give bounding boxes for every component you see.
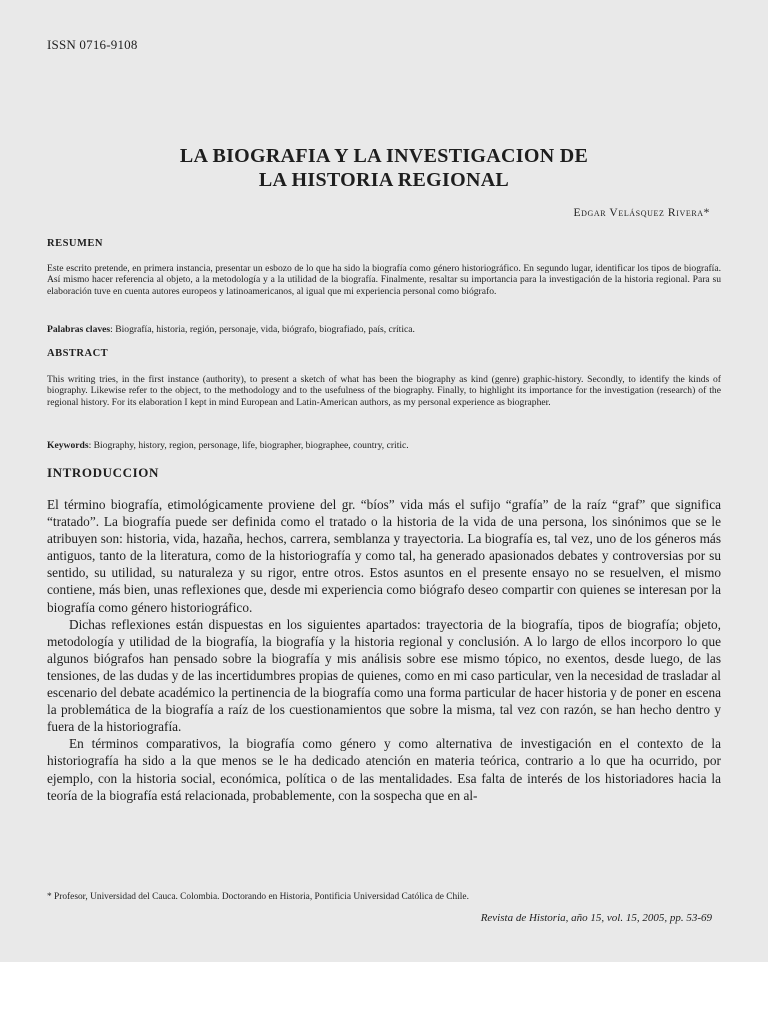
journal-citation: Revista de Historia, año 15, vol. 15, 2005, pp. 53-69 [480, 912, 712, 924]
resumen-keywords-list: : Biografía, historia, región, personaje, vida, biógrafo, biografiado, país, crítica. [110, 324, 415, 335]
resumen-keywords [47, 324, 721, 335]
body-paragraph-2: Dichas reflexiones están dispuestas en los siguientes apartados: trayectoria de la biografía, tipos de biografía; objeto, metodología y utilidad de la biografía, la biografía y la historia regional y conclusión. A lo largo de ellos incorporo lo que algunos biógrafos han pensado sobre la biografía y mis análisis sobre ese mismo tópico, no exentos, desde luego, de las tensiones, de las dudas y de las incertidumbres propias de quienes, como en mi caso particular, ven la necesidad de trasladar al escenario del debate académico la pertinencia de la biografía como una forma particular de hacer historia y de poner en escena la problemática de la biografía a raíz de los cuestionamientos que sobre la misma, tal vez con razón, se han hecho dentro y fuera de la historiografía. [47, 616, 721, 735]
article-title-line-2: LA HISTORIA REGIONAL [258, 169, 510, 191]
abstract-text: This writing tries, in the first instance (authority), to present a sketch of what has been the biography as kind (genre) graphic-history. Secondly, to identify the kinds of biography. Likewise refer to the object, to the methodology and to the usefulness of the biography. Finally, to highlight its importance for the investigation (research) of the regional history. For its elaboration I kept in mind European and Latin-American authors, as my personal experience as biographer. [47, 374, 721, 408]
abstract-keywords-label: Keywords [47, 440, 89, 451]
introduccion-heading: INTRODUCCION [47, 465, 159, 480]
resumen-heading: RESUMEN [47, 238, 104, 249]
body-paragraph-1: El término biografía, etimológicamente proviene del gr. “bíos” vida más el sufijo “grafía” de la raíz “graf” que significa “tratado”. La biografía puede ser definida como el tratado o la historia de la vida de una persona, los sinónimos que se le atribuyen son: historia, vida, hazaña, hechos, carrera, semblanza y trayectoria. La biografía es, tal vez, uno de los géneros más antiguos, tanto de la literatura, como de la historiografía y como tal, ha generado apasionados debates y controversias por su sentido, su utilidad, su naturaleza y su rigor, entre otros. Estos asuntos en el presente ensayo no se resuelven, el mismo contiene, más bien, unas reflexiones que, desde mi experiencia como biógrafo deseo compartir con quienes se interesan por la biografía como género historiográfico. [47, 497, 721, 615]
page-bottom-margin [0, 962, 768, 1024]
issn: ISSN 0716-9108 [47, 37, 138, 52]
article-title-line-1: LA BIOGRAFIA Y LA INVESTIGACION DE [179, 145, 589, 167]
author: Edgar Velásquez Rivera* [573, 207, 710, 219]
resumen-keywords-label: Palabras claves [47, 324, 111, 335]
body-paragraph-3: En términos comparativos, la biografía como género y como alternativa de investigación en el contexto de la historiografía ha sido a la que menos se le ha dedicado atención en materia teórica, contrario a lo que ha ocurrido, por ejemplo, con la historia social, económica, política o de las mentalidades. Esa falta de interés de los historiadores hacia la teoría de la biografía está relacionada, probablemente, con la sospecha que en al- [47, 736, 721, 803]
body-text [47, 496, 721, 804]
abstract-heading: ABSTRACT [47, 348, 109, 359]
resumen-text: Este escrito pretende, en primera instancia, presentar un esbozo de lo que ha sido la biografía como género historiográfico. En segundo lugar, identificar los tipos de biografía. Así mismo hacer referencia al objeto, a la metodología y a la utilidad de la biografía. Finalmente, resaltar su importancia para la investigación de la historia regional. Para su elaboración tuve en cuenta autores europeos y latinoamericanos, al igual que mi experiencia personal como biógrafo. [47, 263, 721, 297]
abstract-keywords [47, 440, 721, 451]
author-footnote: * Profesor, Universidad del Cauca. Colombia. Doctorando en Historia, Pontificia Universidad Católica de Chile. [47, 892, 469, 902]
abstract-keywords-list: : Biography, history, region, personage, life, biographer, biographee, country, critic. [88, 440, 409, 451]
